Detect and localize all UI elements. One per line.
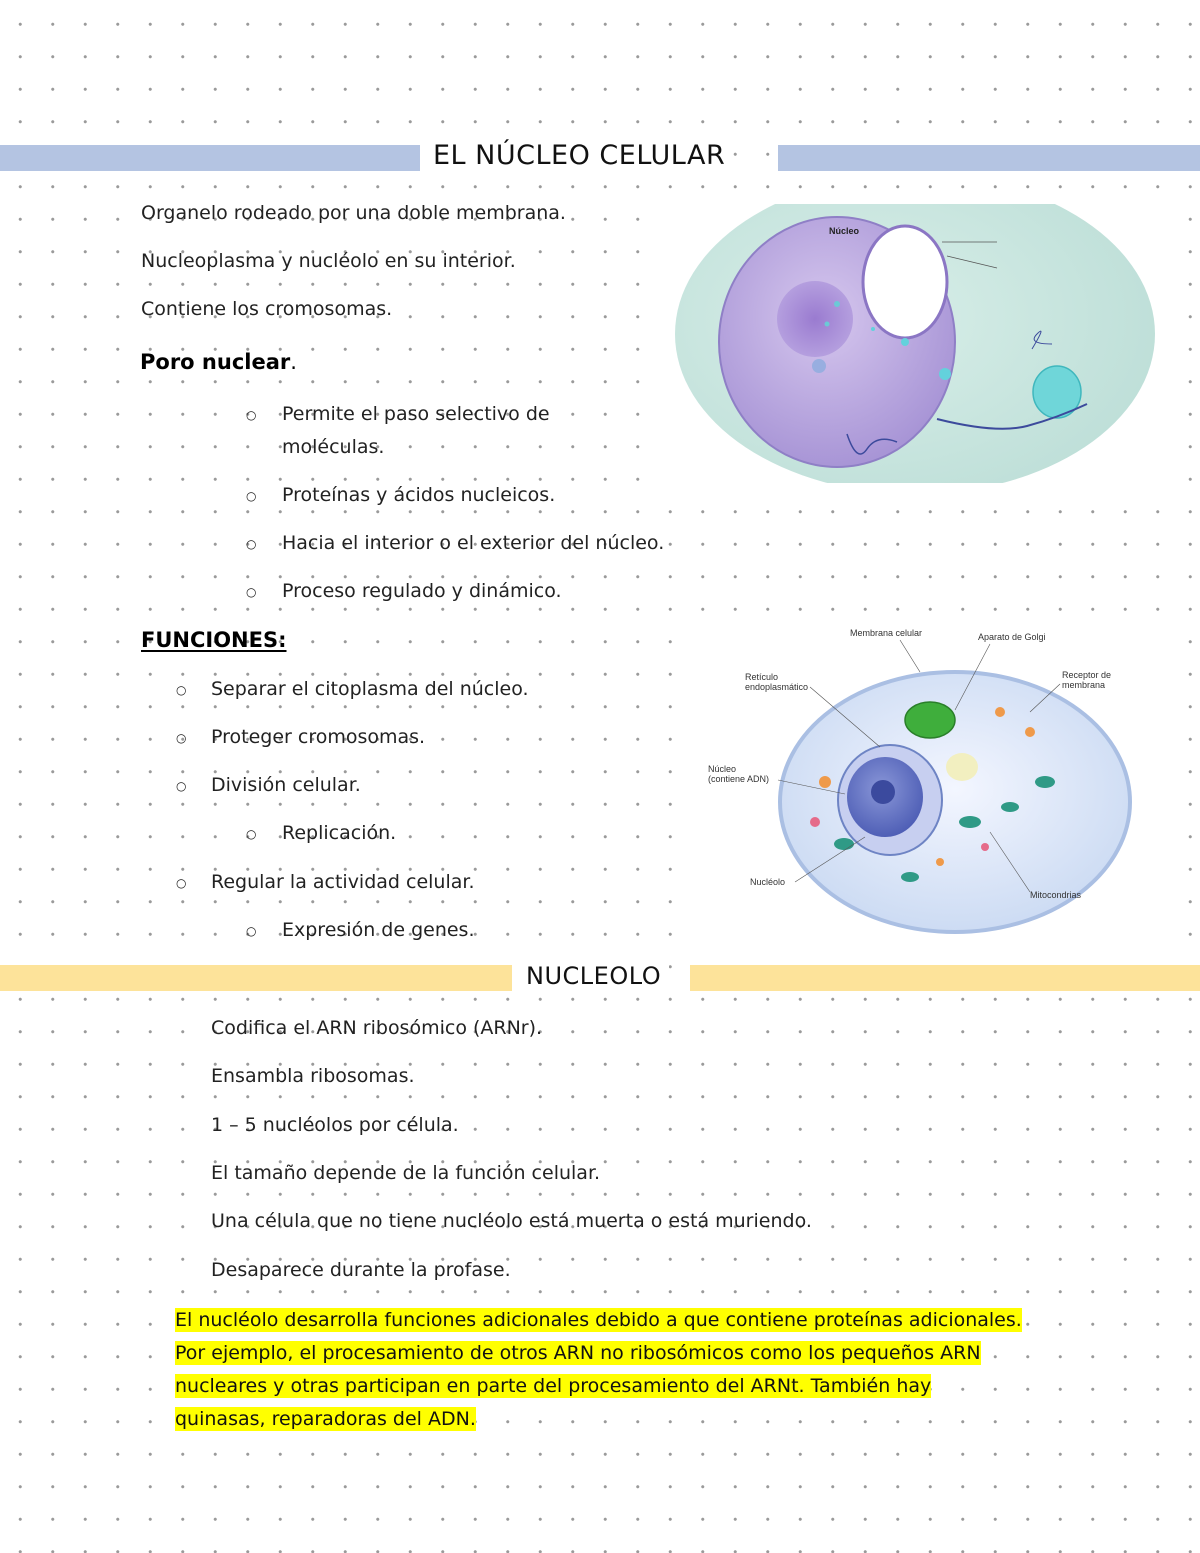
highlight-line: nucleares y otras participan en parte del procesamiento del ARNt. También hay	[175, 1375, 932, 1397]
poro-item: Permite el paso selectivo de	[282, 403, 550, 425]
funciones-subitem: Replicación.	[282, 822, 397, 844]
golgi-shape	[905, 702, 955, 738]
nucleolo-item: El tamaño depende de la función celular.	[211, 1162, 601, 1184]
circle-bullet-icon: ○	[246, 827, 257, 841]
title-band-left	[0, 145, 420, 171]
poro-heading-period: .	[290, 350, 297, 374]
intro-line: Contiene los cromosomas.	[141, 298, 393, 320]
label-nucleolo: Nucléolo	[750, 877, 786, 887]
funciones-heading: FUNCIONES:	[141, 628, 287, 652]
funciones-subitem: Expresión de genes.	[282, 919, 475, 941]
nucleus-illustration-svg	[667, 204, 1164, 483]
nucleus-illustration	[667, 204, 1164, 483]
title-band-right	[778, 145, 1200, 171]
highlight-paragraph	[175, 1304, 1065, 1436]
circle-bullet-icon: ○	[246, 489, 257, 503]
poro-heading-text: Poro nuclear	[140, 350, 291, 374]
circle-bullet-icon: ○	[176, 731, 187, 745]
label-endoplasmatico: endoplasmático	[745, 682, 809, 692]
label-nucleo: Núcleo	[708, 764, 737, 774]
circle-bullet-icon: ○	[246, 585, 257, 599]
nucleolo-item: Codifica el ARN ribosómico (ARNr).	[211, 1017, 543, 1039]
circle-bullet-icon: ○	[176, 876, 187, 890]
nucleolo-item: Una célula que no tiene nucléolo está muerta o está muriendo.	[211, 1210, 812, 1232]
highlight-line: El nucléolo desarrolla funciones adicionales debido a que contiene proteínas adicionales.	[175, 1309, 1022, 1331]
label-mitocondrias: Mitocondrias	[1030, 890, 1082, 900]
nucleolo-item: Ensambla ribosomas.	[211, 1065, 415, 1087]
poro-item: moléculas.	[282, 436, 385, 458]
funciones-item: Proteger cromosomas.	[211, 726, 426, 748]
highlight-line: Por ejemplo, el procesamiento de otros ARN no ribosómicos como los pequeños ARN	[175, 1342, 981, 1364]
nucleolo-title: NUCLEOLO	[518, 962, 669, 990]
figure-nucleus-label: Núcleo	[829, 226, 860, 236]
label-membrana-celular: Membrana celular	[850, 628, 923, 638]
nuclear-envelope-shape	[863, 226, 947, 338]
label-contiene-adn: (contiene ADN)	[708, 774, 770, 784]
circle-bullet-icon: ○	[176, 779, 187, 793]
label-receptor: Receptor de	[1062, 670, 1112, 680]
label-membrana: membrana	[1062, 680, 1106, 690]
funciones-item: Regular la actividad celular.	[211, 871, 475, 893]
nucleolo-item: Desaparece durante la profase.	[211, 1259, 511, 1281]
circle-bullet-icon: ○	[246, 408, 257, 422]
page-title: EL NÚCLEO CELULAR	[425, 140, 733, 171]
nucleolo-band-left	[0, 965, 512, 991]
intro-line: Nucleoplasma y nucléolo en su interior.	[141, 250, 516, 272]
circle-bullet-icon: ○	[176, 683, 187, 697]
circle-bullet-icon: ○	[246, 924, 257, 938]
poro-item: Proceso regulado y dinámico.	[282, 580, 562, 602]
funciones-item: División celular.	[211, 774, 361, 796]
highlight-line: quinasas, reparadoras del ADN.	[175, 1408, 476, 1430]
poro-item: Proteínas y ácidos nucleicos.	[282, 484, 556, 506]
cell-illustration	[700, 622, 1160, 942]
nucleolo-band-right	[690, 965, 1200, 991]
poro-item: Hacia el interior o el exterior del núcleo.	[282, 532, 665, 554]
cell-illustration-svg	[700, 622, 1160, 942]
nucleolo-item: 1 – 5 nucléolos por célula.	[211, 1114, 459, 1136]
label-reticulo: Retículo	[745, 672, 779, 682]
label-aparato-golgi: Aparato de Golgi	[978, 632, 1046, 642]
nucleolus-shape	[777, 281, 853, 357]
poro-heading	[140, 350, 297, 374]
funciones-item: Separar el citoplasma del núcleo.	[211, 678, 529, 700]
circle-bullet-icon: ○	[246, 537, 257, 551]
intro-line: Organelo rodeado por una doble membrana.	[141, 202, 566, 224]
